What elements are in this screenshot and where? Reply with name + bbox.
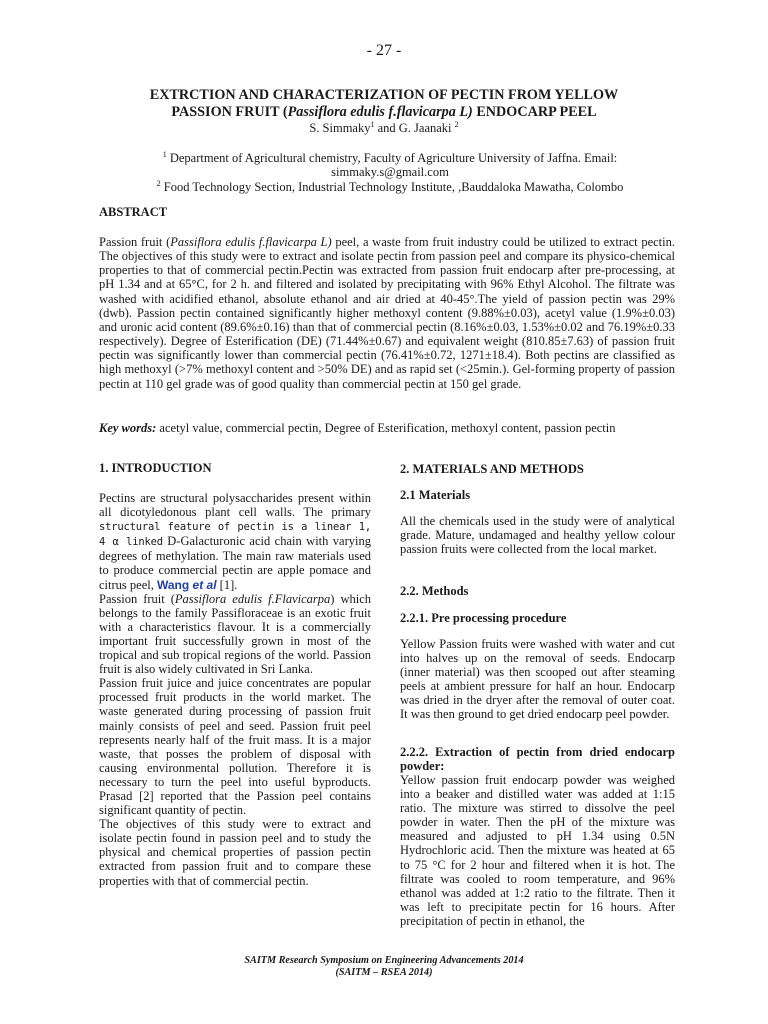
intro-para-2: Passion fruit (Passiflora edulis f.Flavicarpa) which belongs to the family Passifloraceae is an exotic fruit with a characteristics flavour. It is a commercially important fruit successfully grown in most of the tropical and sub tropical regions of the world. Passion fruit is also widely cultivated in Sri Lanka. (99, 591, 371, 677)
abstract-heading: ABSTRACT (99, 205, 168, 219)
affiliation-2: $^2$ Food Technology Section, Industrial Technology Institute, ,Bauddaloka Mawatha, Colombo (156, 179, 624, 195)
materials-text: All the chemicals used in the study were of analytical grade. Mature, undamaged and healthy yellow colour passion fruits were collected from the local market. (400, 514, 675, 557)
title-line-1: EXTRCTION AND CHARACTERIZATION OF PECTIN FROM YELLOW (149, 87, 619, 103)
intro-heading: 1. INTRODUCTION (99, 461, 212, 475)
preprocessing-text: Yellow Passion fruits were washed with water and cut into halves up on the removal of seeds. Endocarp (inner material) was then scooped out after steaming peels at ambient pressure for half an hour. Endocarp was dried in the dryer after the removal of outer coat. It was then ground to get dried endocarp peel powder. (400, 637, 675, 722)
intro-text (99, 491, 371, 888)
species-name: Passiflora edulis f.flavicarpa L) (287, 104, 473, 120)
citation-link[interactable]: Wang et al (156, 577, 217, 592)
footer-line-2: (SAITM – RSEA 2014) (335, 967, 433, 978)
intro-para-1: Pectins are structural polysaccharides present within all dicotyledonous plant cell walls. The primary structural feature of pectin is a linear 1, 4 α linked D-Galacturonic acid chain with varying degrees of methylation. The main raw materials used to produce commercial pectin are apple pomace and citrus peel, Wang et al [1]. (99, 491, 371, 592)
title-line-2: PASSION FRUIT (Passiflora edulis f.flavicarpa L) ENDOCARP PEEL (171, 104, 597, 120)
page-number: - 27 - (366, 42, 402, 59)
extraction-text: Yellow passion fruit endocarp powder was weighed into a beaker and distilled water was added at 1:15 ratio. The mixture was stirred to dissolve the peel powder in water. Then the pH of the mixture was measured and adjusted to pH 1.34 using 0.5N Hydrochloric acid. Then the mixture was heated at 65 to 75 °C for 2 hour and filtered when it is hot. The filtrate was cooled to room temperature, and 96% ethanol was added at 1:2 ratio to the filtrate. Then it was left to precipitate pectin for 16 hours. After precipitation of pectin in ethanol, the (400, 773, 675, 928)
intro-para-3: Passion fruit juice and juice concentrates are popular processed fruit products in the world market. The waste generated during processing of passion fruit mainly consists of peel and seed. Passion fruit peel represents nearly half of the fruit mass. It is a major waste, that posses the problem of disposal with causing environmental pollution. Therefore it is necessary to turn the peel into useful byproducts. Prasad [2] reported that the Passion peel contains significant quantity of pectin. (99, 676, 371, 818)
footer-line-1: SAITM Research Symposium on Engineering Advancements 2014 (244, 955, 524, 966)
methods-subheading: 2.2. Methods (400, 584, 469, 598)
paper-title (60, 87, 708, 121)
extraction-heading: 2.2.2. Extraction of pectin from dried endocarp powder: (400, 745, 675, 774)
author-email: simmaky.s@gmail.com (331, 165, 449, 180)
methods-heading: 2. MATERIALS AND METHODS (400, 462, 584, 476)
keywords: Key words: acetyl value, commercial pectin, Degree of Esterification, methoxyl content, passion pectin (99, 421, 616, 435)
abstract-text: Passion fruit (Passiflora edulis f.flavicarpa L) peel, a waste from fruit industry could be utilized to extract pectin. The objectives of this study were to extract and isolate pectin from passion peel and compare its physico-chemical properties to that of commercial pectin.Pectin was extracted from passion fruit endocarp after pre-processing, at pH 1.34 and at 65°C, for 2 h. and filtered and isolated by precipitating with 96% Ethyl Alcohol. The filtrate was washed with acidified ethanol, absolute ethanol and air dried at 40-45°.The yield of passion pectin was 29% (dwb). Passion pectin contained significantly higher methoxyl content (9.88%±0.03), acetyl value (1.9%±0.03) and uronic acid content (89.6%±0.16) than that of commercial pectin (8.16%±0.03, 1.53%±0.02 and 76.19%±0.33 respectively). Degree of Esterification (DE) (71.44%±0.67) and equivalent weight (810.85±7.63) of passion fruit pectin was significantly lower than commercial pectin (76.41%±0.72, 1271±18.4). Both pectins are classified as high methoxyl (>7% methoxyl content and >50% DE) and as rapid set (<25min.). Gel-forming property of passion pectin at 110 gel grade was of good quality than commercial pectin at 150 gel grade. (99, 235, 675, 391)
materials-heading: 2.1 Materials (400, 488, 471, 502)
intro-para-4: The objectives of this study were to extract and isolate pectin found in passion peel and to study the physical and chemical properties of passion pectin extracted from passion fruit and to compare these properties with that of commercial pectin. (99, 817, 371, 888)
authors: S. Simmaky$^1$ and G. Jaanaki $^2$ (309, 120, 459, 136)
footer (0, 955, 768, 979)
preprocessing-heading: 2.2.1. Pre processing procedure (400, 611, 567, 625)
affiliation-1: $^1$ Department of Agricultural chemistry, Faculty of Agriculture University of Jaffna. Email: simmaky.s@gmail.com (162, 150, 618, 180)
